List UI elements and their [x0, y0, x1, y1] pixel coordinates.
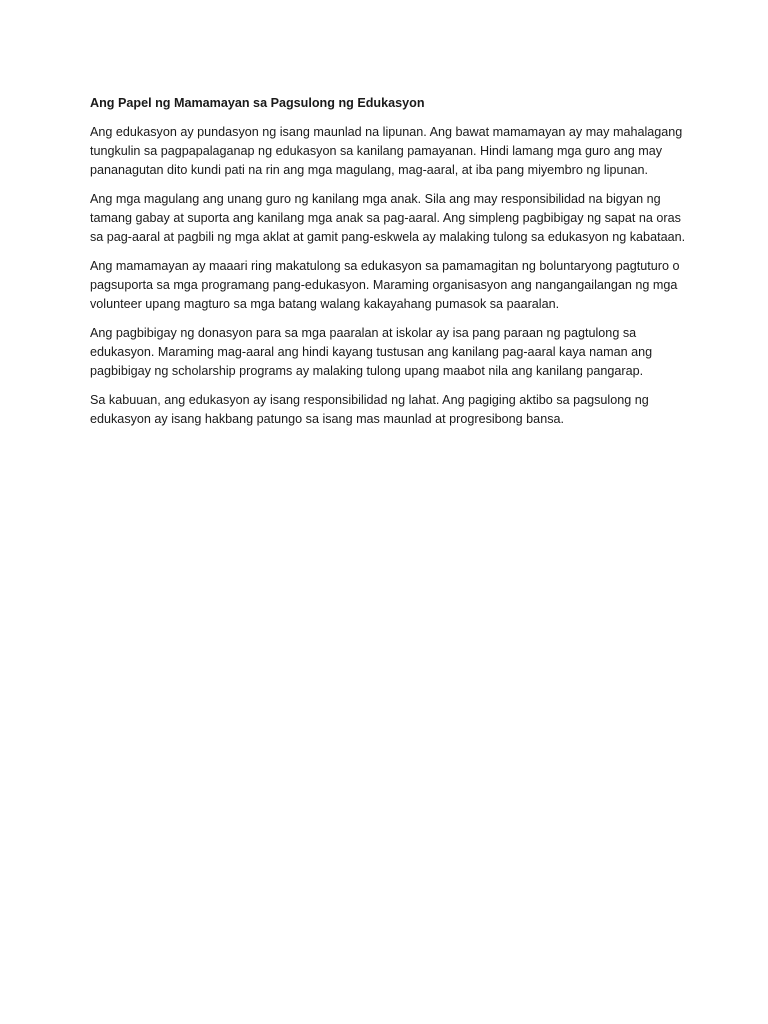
document-title: Ang Papel ng Mamamayan sa Pagsulong ng Edukasyon	[90, 96, 425, 110]
paragraph-5: Sa kabuuan, ang edukasyon ay isang responsibilidad ng lahat. Ang pagiging aktibo sa pagsulong ng edukasyon ay isang hakbang patungo sa isang mas maunlad at progresibong bansa.	[90, 393, 649, 426]
document-body	[90, 94, 690, 439]
paragraph-4: Ang pagbibigay ng donasyon para sa mga paaralan at iskolar ay isa pang paraan ng pagtulong sa edukasyon. Maraming mag-aaral ang hindi kayang tustusan ang kanilang pag-aaral kaya naman ang pagbibigay ng scholarship programs ay malaking tulong upang maabot nila ang kanilang pangarap.	[90, 326, 653, 378]
paragraph-2: Ang mga magulang ang unang guro ng kanilang mga anak. Sila ang may responsibilidad na bigyan ng tamang gabay at suporta ang kanilang mga anak sa pag-aaral. Ang simpleng pagbibigay ng sapat na oras sa pag-aaral at pagbili ng mga aklat at gamit pang-eskwela ay malaking tulong sa edukasyon ng kabataan.	[90, 192, 686, 244]
paragraph-1: Ang edukasyon ay pundasyon ng isang maunlad na lipunan. Ang bawat mamamayan ay may mahalagang tungkulin sa pagpapalaganap ng edukasyon sa kanilang pamayanan. Hindi lamang mga guro ang may pananagutan dito kundi pati na rin ang mga magulang, mag-aaral, at iba pang miyembro ng lipunan.	[90, 125, 683, 177]
paragraph-3: Ang mamamayan ay maaari ring makatulong sa edukasyon sa pamamagitan ng boluntaryong pagtuturo o pagsuporta sa mga programang pang-edukasyon. Maraming organisasyon ang nangangailangan ng mga volunteer upang magturo sa mga batang walang kakayahang pumasok sa paaralan.	[90, 259, 680, 311]
